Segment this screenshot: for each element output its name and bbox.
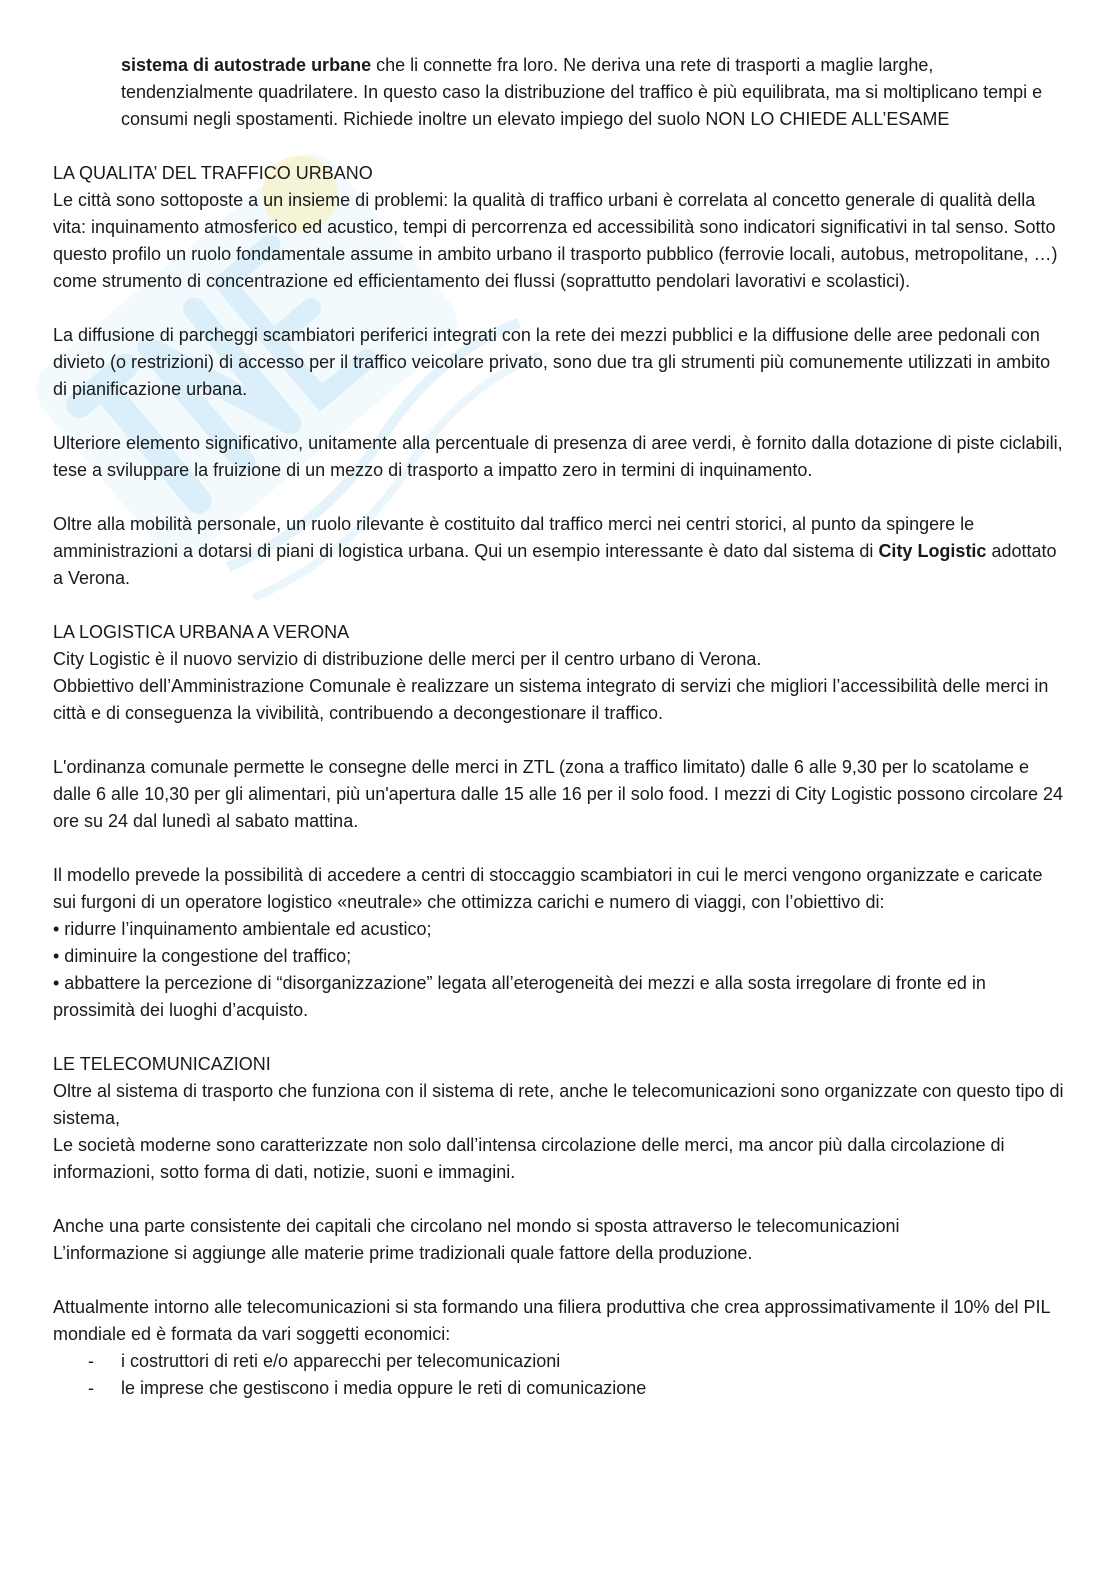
intro-bold-lead: sistema di autostrade urbane [121,55,372,75]
dash-marker: - [88,1378,94,1398]
paragraph-tlc-5: Attualmente intorno alle telecomunicazioni si sta formando una filiera produttiva che crea approssimativamente il 10% del PIL mondiale ed è formata da vari soggetti economici: [53,1297,1050,1344]
intro-paragraph [53,52,1068,133]
paragraph-traffico-3: Ulteriore elemento significativo, unitamente alla percentuale di presenza di aree verdi, è fornito dalla dotazione di piste ciclabili, tese a sviluppare la fruizione di un mezzo di trasporto a impatto zero in termini di inquinamento. [53,433,1063,480]
paragraph-traffico-4 [53,511,1068,592]
bullet-item: • diminuire la congestione del traffico; [53,946,352,966]
paragraph-traffico-2: La diffusione di parcheggi scambiatori periferici integrati con la rete dei mezzi pubblici e la diffusione delle aree pedonali con divieto (o restrizioni) di accesso per il traffico veicolare privato, sono due tra gli strumenti più comunemente utilizzati in ambito di pianificazione urbana. [53,325,1051,399]
p4-after-text: adottato a Verona. [53,541,1057,588]
paragraph-tlc-1: Oltre al sistema di trasporto che funziona con il sistema di rete, anche le telecomunicazioni sono organizzate con questo tipo di sistema, [53,1081,1064,1128]
heading-traffico-urbano: LA QUALITA’ DEL TRAFFICO URBANO [53,163,373,183]
paragraph-traffico-1: Le città sono sottoposte a un insieme di problemi: la qualità di traffico urbani è correlata al concetto generale di qualità della vita: inquinamento atmosferico ed acustico, tempi di percorrenza ed accessibilità sono indicatori significativi in tal senso. Sotto questo profilo un ruolo fondamentale assume in ambito urbano il trasporto pubblico (ferrovie locali, autobus, metropolitane, …) come strumento di concentrazione ed efficientamento dei flussi (soprattutto pendolari lavorativi e scolastici). [53,190,1058,291]
city-logistic-bold: City Logistic [878,541,987,561]
intro-text: che li connette fra loro. Ne deriva una rete di trasporti a maglie larghe, tendenzialmente quadrilatere. In questo caso la distribuzione del traffico è più equilibrata, ma si moltiplicano tempi e consumi negli spostamenti. Richiede inoltre un elevato impiego del suolo NON LO CHIEDE ALL’ESAME [121,55,1043,129]
dash-list [53,1348,1068,1402]
paragraph-verona-2: Obbiettivo dell’Amministrazione Comunale è realizzare un sistema integrato di servizi che migliori l’accessibilità delle merci in città e di conseguenza la vivibilità, contribuendo a decongestionare il traffico. [53,676,1049,723]
bullet-item: • ridurre l’inquinamento ambientale ed acustico; [53,919,432,939]
dash-marker: - [88,1351,94,1371]
paragraph-tlc-2: Le società moderne sono caratterizzate non solo dall’intensa circolazione delle merci, ma ancor più dalla circolazione di informazioni, sotto forma di dati, notizie, suoni e immagini. [53,1135,1005,1182]
heading-logistica-verona: LA LOGISTICA URBANA A VERONA [53,622,350,642]
document-body [53,52,1068,1402]
list-item-text: le imprese che gestiscono i media oppure le reti di comunicazione [121,1378,647,1398]
heading-telecomunicazioni: LE TELECOMUNICAZIONI [53,1054,271,1074]
paragraph-verona-1: City Logistic è il nuovo servizio di distribuzione delle merci per il centro urbano di Verona. [53,649,762,669]
paragraph-verona-4: Il modello prevede la possibilità di accedere a centri di stoccaggio scambiatori in cui le merci vengono organizzate e caricate sui furgoni di un operatore logistico «neutrale» che ottimizza carichi e numero di viaggi, con l’obiettivo di: [53,865,1043,912]
paragraph-tlc-3: Anche una parte consistente dei capitali che circolano nel mondo si sposta attraverso le telecomunicazioni [53,1216,900,1236]
list-item [53,1348,1068,1375]
p4-before-text: Oltre alla mobilità personale, un ruolo rilevante è costituito dal traffico merci nei centri storici, al punto da spingere le amministrazioni a dotarsi di piani di logistica urbana. Qui un esempio interessante è dato dal sistema di [53,514,975,561]
paragraph-verona-3: L'ordinanza comunale permette le consegne delle merci in ZTL (zona a traffico limitato) dalle 6 alle 9,30 per lo scatolame e dalle 6 alle 10,30 per gli alimentari, più un'apertura dalle 15 alle 16 per il solo food. I mezzi di City Logistic possono circolare 24 ore su 24 dal lunedì al sabato mattina. [53,757,1064,831]
paragraph-tlc-4: L’informazione si aggiunge alle materie prime tradizionali quale fattore della produzione. [53,1243,753,1263]
list-item [53,1375,1068,1402]
list-item-text: i costruttori di reti e/o apparecchi per telecomunicazioni [121,1351,561,1371]
bullet-item: • abbattere la percezione di “disorganizzazione” legata all’eterogeneità dei mezzi e alla sosta irregolare di fronte ed in prossimità dei luoghi d’acquisto. [53,973,986,1020]
